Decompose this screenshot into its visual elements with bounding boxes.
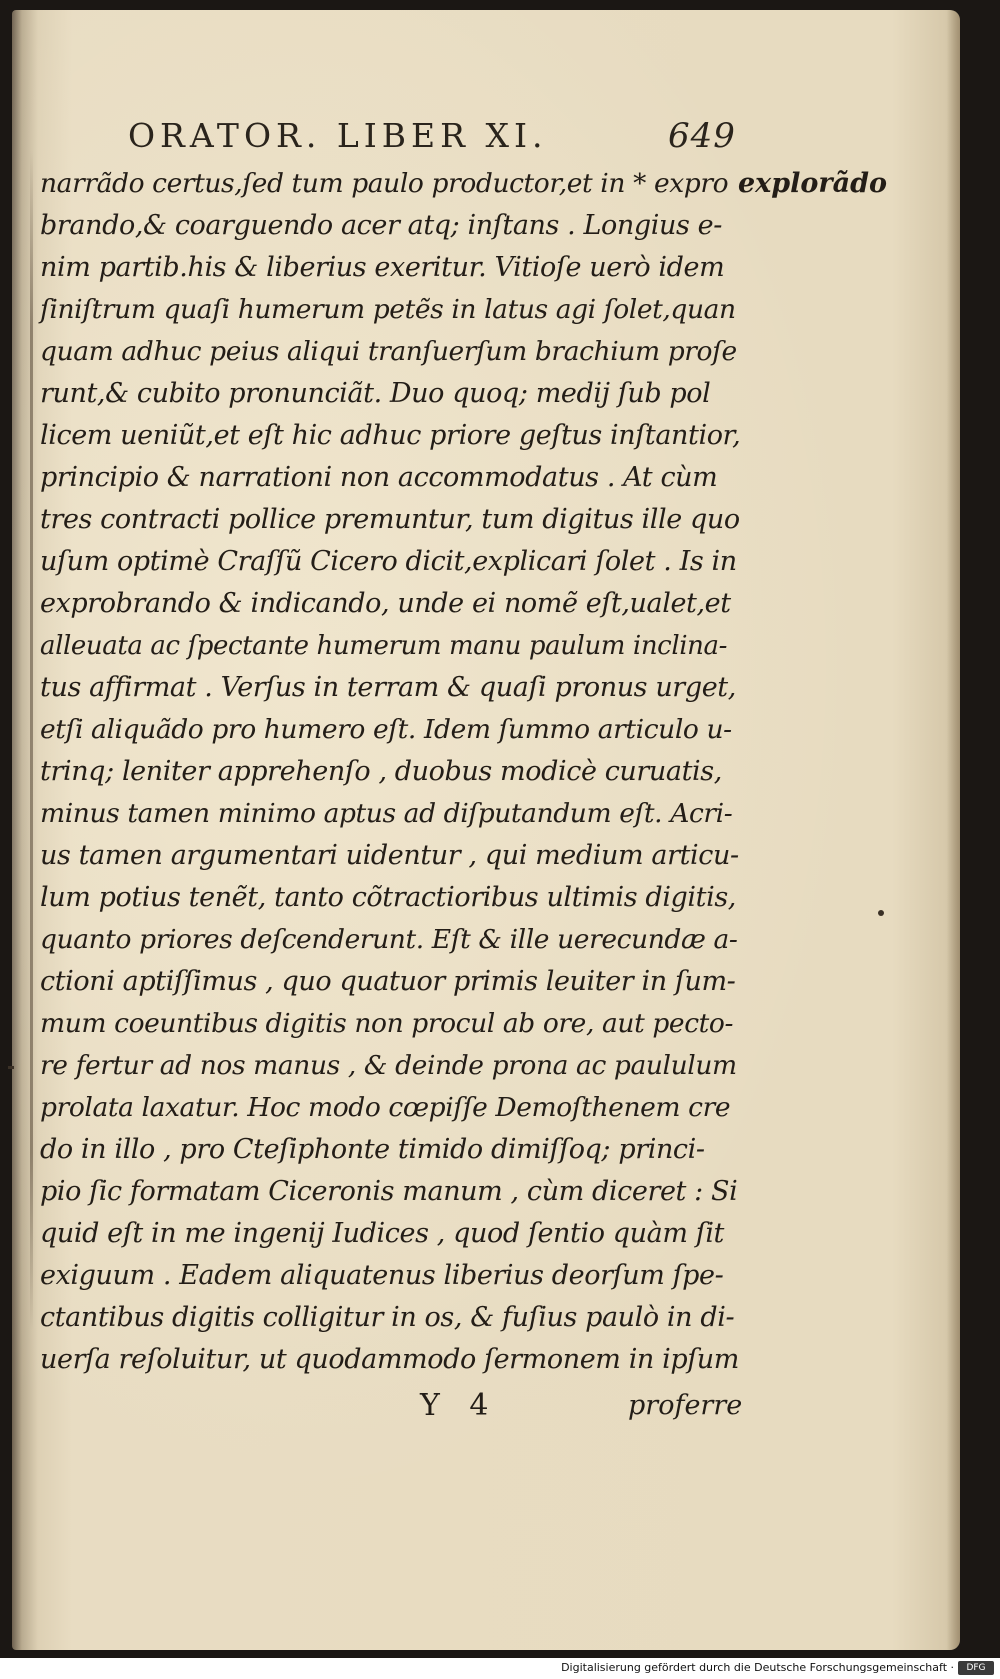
text-line: etſi aliquãdo pro humero eſt. Idem ſummo articulo u- bbox=[40, 714, 732, 745]
text-line: exiguum . Eadem aliquatenus liberius deorſum ſpe- bbox=[40, 1260, 724, 1291]
text-line: quid eſt in me ingenij Iudices , quod ſentio quàm ſit bbox=[40, 1218, 725, 1249]
text-line: runt,& cubito pronunciãt. Duo quoq; medij ſub pol bbox=[40, 378, 711, 409]
footer-credit: Digitalisierung gefördert durch die Deutsche Forschungsgemeinschaft · bbox=[561, 1661, 954, 1674]
dfg-logo: DFG bbox=[958, 1661, 994, 1675]
text-line: mum coeuntibus digitis non procul ab ore, aut pecto- bbox=[40, 1008, 733, 1039]
text-line: pio ſic formatam Ciceronis manum , cùm diceret : Si bbox=[40, 1176, 738, 1207]
text-line: ſiniſtrum quaſi humerum petẽs in latus agi ſolet,quan bbox=[40, 294, 736, 325]
text-line: narrãdo certus,ſed tum paulo productor,et in * expro bbox=[40, 168, 729, 199]
binding-shadow bbox=[30, 150, 33, 1330]
text-line: re fertur ad nos manus , & deinde prona ac paululum bbox=[40, 1050, 737, 1081]
marginal-note: explorãdo bbox=[738, 168, 888, 199]
text-line: alleuata ac ſpectante humerum manu paulum inclina- bbox=[40, 631, 728, 661]
text-line: tus affirmat . Verſus in terram & quaſi pronus urget, bbox=[40, 672, 736, 703]
text-line: us tamen argumentari uidentur , qui medium articu- bbox=[40, 840, 739, 871]
signature-mark: Y 4 bbox=[420, 1388, 499, 1423]
text-line: ctantibus digitis colligitur in os, & fuſius paulò in di- bbox=[40, 1302, 735, 1333]
text-line: ctioni aptiſſimus , quo quatuor primis leuiter in ſum- bbox=[40, 966, 736, 997]
running-head: ORATOR. LIBER XI. bbox=[128, 116, 548, 155]
text-line: trinq; leniter apprehenſo , duobus modicè curuatis, bbox=[40, 756, 722, 787]
text-line: tres contracti pollice premuntur, tum digitus ille quo bbox=[40, 504, 740, 535]
main-text-block bbox=[40, 163, 740, 1381]
text-line: uerſa reſoluitur, ut quodammodo ſermonem in ipſum bbox=[40, 1344, 739, 1375]
text-line: licem ueniũt,et eſt hic adhuc priore geſtus inſtantior, bbox=[40, 420, 741, 451]
page-edge-shadow bbox=[946, 10, 960, 1650]
text-line: exprobrando & indicando, unde ei nomẽ eſt,ualet,et bbox=[40, 588, 731, 619]
text-line: nim partib.his & liberius exeritur. Vitioſe uerò idem bbox=[40, 252, 725, 283]
text-line: quanto priores deſcenderunt. Eſt & ille uerecundæ a- bbox=[40, 924, 738, 955]
text-line: quam adhuc peius aliqui tranſuerſum brachium proſe bbox=[40, 336, 737, 367]
ink-spot bbox=[878, 910, 884, 916]
text-line: brando,& coarguendo acer atq; inſtans . Longius e- bbox=[40, 210, 722, 241]
text-line: minus tamen minimo aptus ad diſputandum eſt. Acri- bbox=[40, 798, 733, 829]
text-line: principio & narrationi non accommodatus . At cùm bbox=[40, 462, 718, 493]
text-line: uſum optimè Craſſũ Cicero dicit,explicari ſolet . Is in bbox=[40, 546, 737, 577]
text-line: do in illo , pro Cteſiphonte timido dimiſſoq; princi- bbox=[40, 1134, 705, 1165]
catchword: proferre bbox=[628, 1390, 743, 1421]
text-line: lum potius tenẽt, tanto cõtractioribus ultimis digitis, bbox=[40, 882, 736, 913]
page-number: 649 bbox=[668, 116, 736, 156]
ink-spot bbox=[8, 1066, 14, 1069]
text-line: prolata laxatur. Hoc modo cœpiſſe Demoſthenem cre bbox=[40, 1092, 731, 1123]
